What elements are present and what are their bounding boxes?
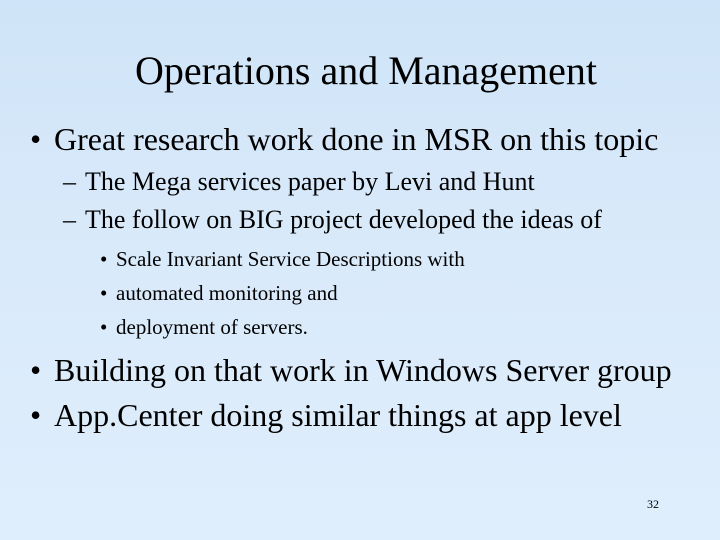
dash-marker: – (63, 205, 76, 234)
bullet-marker: • (30, 352, 42, 388)
sub-bullet-text: The follow on BIG project developed the ideas of (85, 205, 602, 234)
bullet-marker: • (100, 315, 108, 339)
sub-sub-bullet-text: deployment of servers. (116, 315, 308, 339)
bullet-text: Great research work done in MSR on this topic (54, 121, 659, 157)
bullet-text: App.Center doing similar things at app level (54, 397, 622, 433)
bullet-marker: • (100, 247, 108, 271)
slide-number: 32 (647, 497, 659, 511)
dash-marker: – (63, 167, 76, 196)
bullet-marker: • (30, 397, 42, 433)
sub-sub-bullet-text: automated monitoring and (116, 281, 338, 305)
sub-bullet-text: The Mega services paper by Levi and Hunt (85, 167, 535, 196)
bullet-marker: • (30, 121, 42, 157)
sub-sub-bullet-text: Scale Invariant Service Descriptions with (116, 247, 465, 271)
bullet-text: Building on that work in Windows Server group (54, 352, 672, 388)
bullet-marker: • (100, 281, 108, 305)
slide-title: Operations and Management (134, 48, 598, 93)
